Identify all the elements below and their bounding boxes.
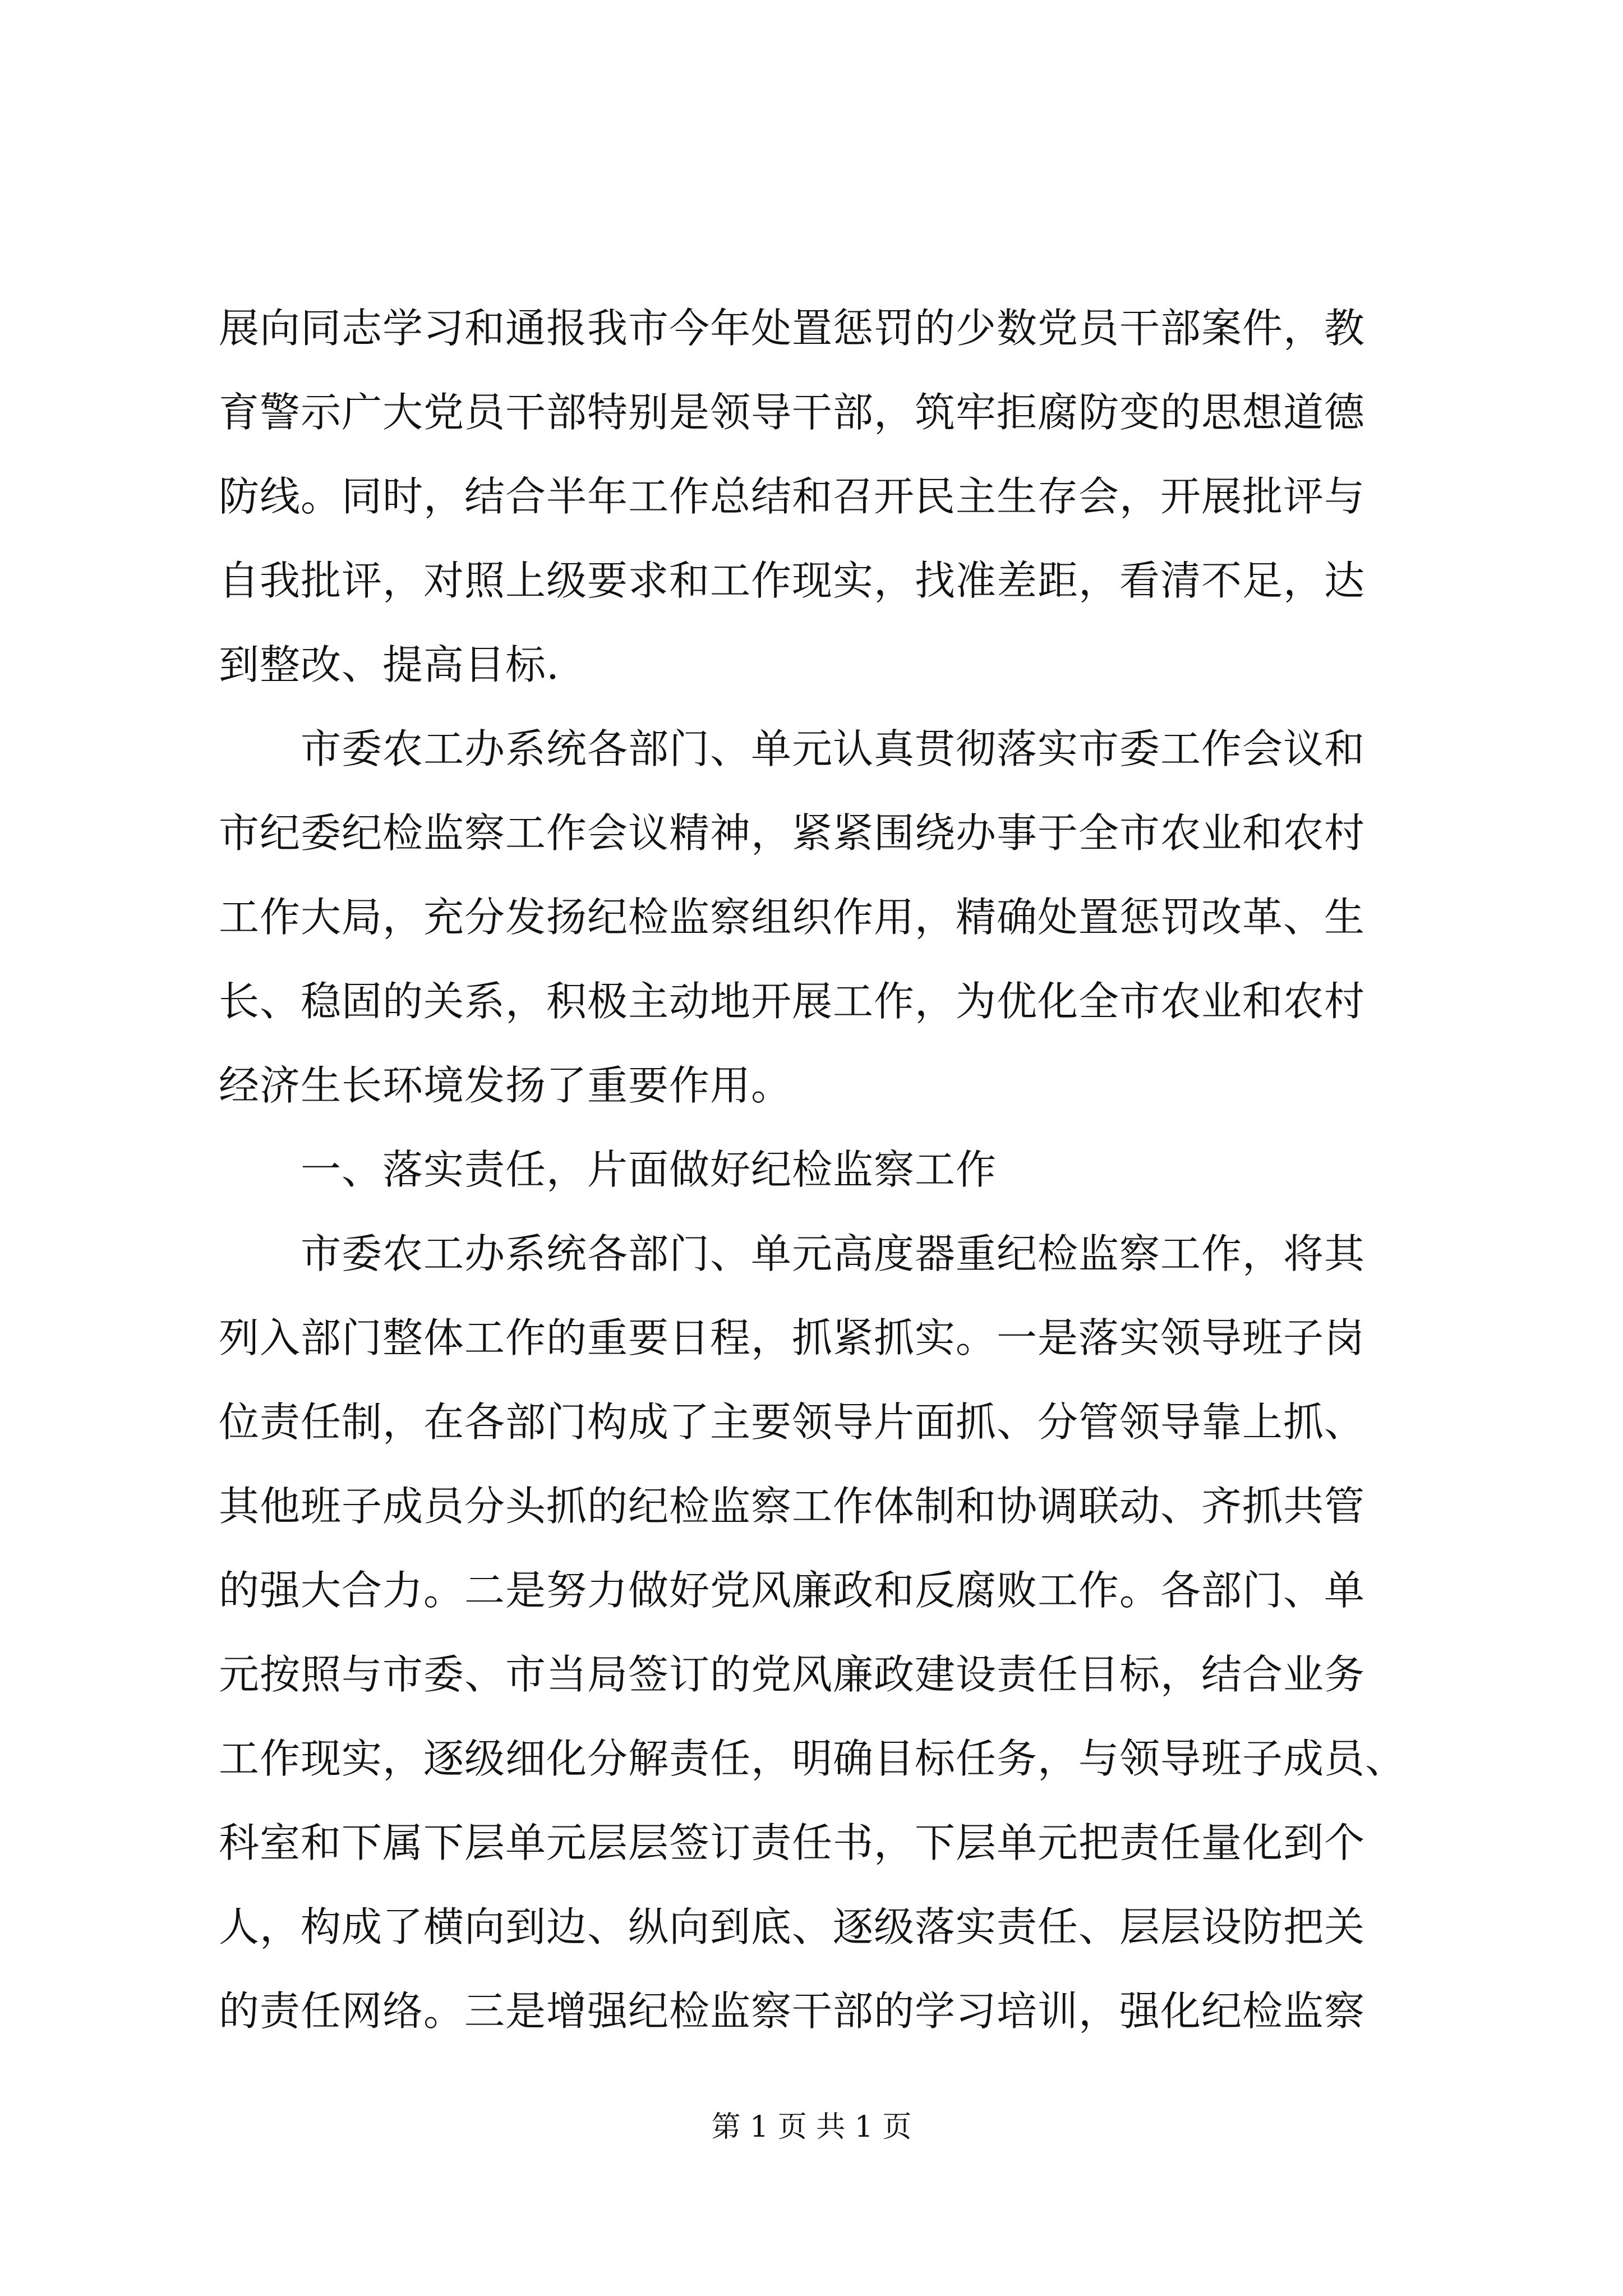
text-line: 防线。同时，结合半年工作总结和召开民主生存会，开展批评与 — [219, 473, 1366, 520]
text-line: 工作大局，充分发扬纪检监察组织作用，精确处置惩罚改革、生 — [219, 894, 1366, 941]
text-line: 长、稳固的关系，积极主动地开展工作，为优化全市农业和农村 — [219, 978, 1366, 1025]
text-line: 其他班子成员分头抓的纪检监察工作体制和协调联动、齐抓共管 — [219, 1483, 1366, 1530]
text-line: 的强大合力。二是努力做好党风廉政和反腐败工作。各部门、单 — [219, 1567, 1366, 1614]
text-line: 市委农工办系统各部门、单元认真贯彻落实市委工作会议和 — [219, 725, 1366, 772]
text-line: 列入部门整体工作的重要日程，抓紧抓实。一是落实领导班子岗 — [219, 1314, 1366, 1361]
text-line: 自我批评，对照上级要求和工作现实，找准差距，看清不足，达 — [219, 557, 1366, 604]
text-line: 育警示广大党员干部特别是领导干部，筑牢拒腐防变的思想道德 — [219, 389, 1366, 436]
page-number-footer: 第 1 页 共 1 页 — [711, 2110, 912, 2144]
text-line: 元按照与市委、市当局签订的党风廉政建设责任目标，结合业务 — [219, 1651, 1366, 1698]
text-line: 位责任制，在各部门构成了主要领导片面抓、分管领导靠上抓、 — [219, 1398, 1366, 1446]
text-line: 市委农工办系统各部门、单元高度器重纪检监察工作，将其 — [219, 1230, 1366, 1277]
text-line: 的责任网络。三是增强纪检监察干部的学习培训，强化纪检监察 — [219, 1987, 1366, 2035]
text-line: 展向同志学习和通报我市今年处置惩罚的少数党员干部案件，教 — [219, 305, 1366, 352]
text-line: 市纪委纪检监察工作会议精神，紧紧围绕办事于全市农业和农村 — [219, 809, 1366, 857]
text-line: 工作现实，逐级细化分解责任，明确目标任务，与领导班子成员、 — [219, 1735, 1407, 1782]
body-text — [219, 286, 1436, 2053]
text-line: 人，构成了横向到边、纵向到底、逐级落实责任、层层设防把关 — [219, 1903, 1366, 1950]
text-line: 科室和下属下层单元层层签订责任书，下层单元把责任量化到个 — [219, 1819, 1366, 1866]
text-line: 经济生长环境发扬了重要作用。 — [219, 1062, 792, 1109]
text-line: 到整改、提高目标. — [219, 641, 560, 688]
section-heading: 一、落实责任，片面做好纪检监察工作 — [219, 1146, 997, 1193]
